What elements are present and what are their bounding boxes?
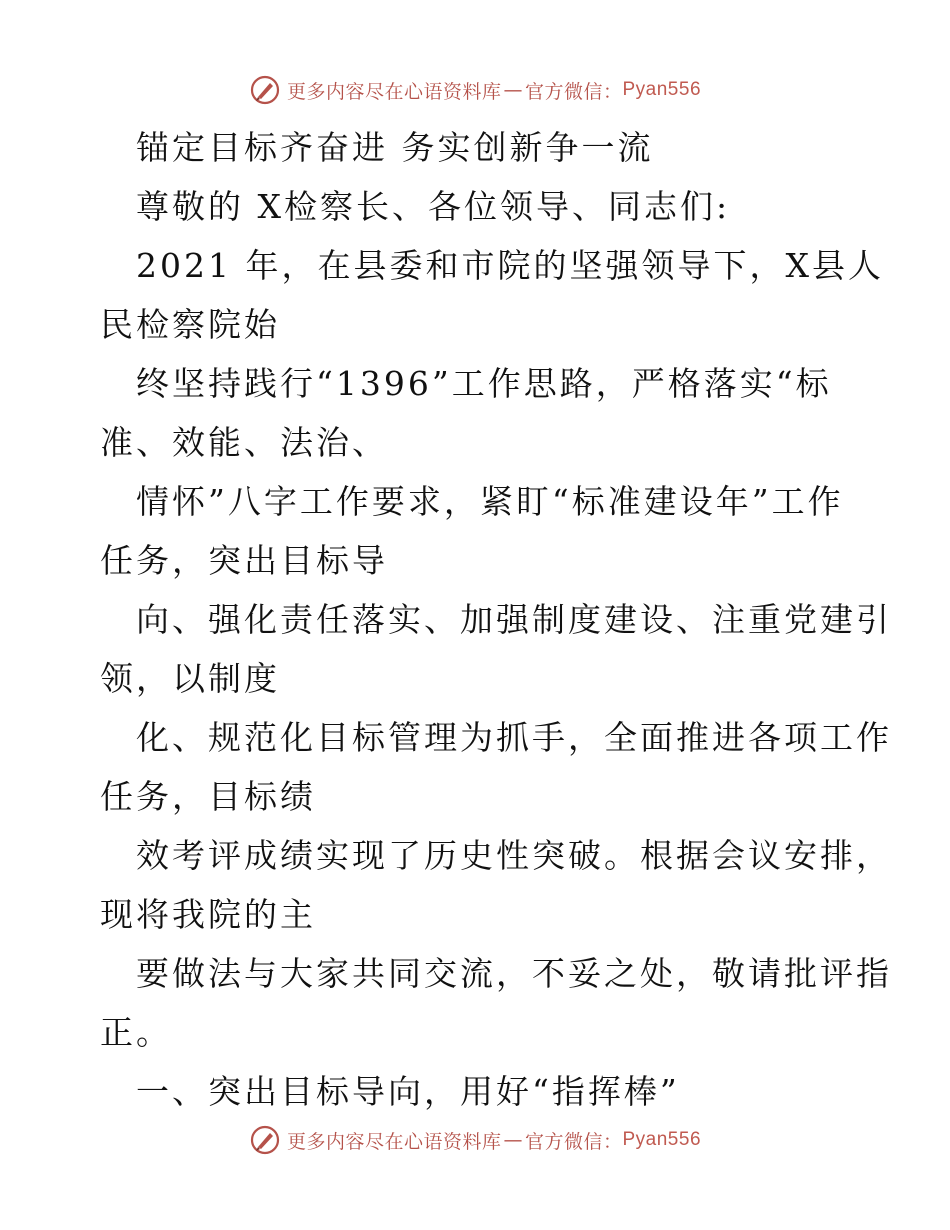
watermark-text: 更多内容尽在心语资料库 <box>286 1130 502 1153</box>
watermark-header <box>0 70 950 110</box>
paragraph-line: 任务，目标绩 <box>100 777 316 816</box>
watermark-id: Pyan556 <box>622 1129 702 1150</box>
section-heading: 一、突出目标导向，用好“指挥棒” <box>136 1072 680 1111</box>
paragraph-line: 要做法与大家共同交流，不妥之处，敬请批评指 <box>136 954 892 993</box>
paragraph-line: 领，以制度 <box>100 659 280 698</box>
paragraph-line: 向、强化责任落实、加强制度建设、注重党建引 <box>136 600 892 639</box>
watermark-footer <box>0 1120 950 1160</box>
watermark-separator: — <box>503 79 523 101</box>
paragraph-line: 情怀”八字工作要求，紧盯“标准建设年”工作 <box>136 482 844 521</box>
paragraph-line: 民检察院始 <box>100 305 280 344</box>
watermark-contact: 官方微信： <box>524 1130 623 1153</box>
paragraph-line: 准、效能、法治、 <box>100 423 388 462</box>
paragraph-line: 2021 年，在县委和市院的坚强领导下，X县人 <box>136 246 884 285</box>
paragraph-line: 任务，突出目标导 <box>100 541 388 580</box>
salutation: 尊敬的 X检察长、各位领导、同志们: <box>136 187 731 226</box>
watermark-contact: 官方微信： <box>524 80 623 103</box>
paragraph-line: 正。 <box>100 1013 172 1052</box>
paragraph-line: 现将我院的主 <box>100 895 316 934</box>
document-title: 锚定目标齐奋进 务实创新争一流 <box>136 128 654 167</box>
paragraph-line: 化、规范化目标管理为抓手，全面推进各项工作 <box>136 718 892 757</box>
paragraph-line: 终坚持践行“1396”工作思路，严格落实“标 <box>136 364 832 403</box>
pen-logo-icon <box>249 1124 281 1156</box>
pen-logo-icon <box>249 74 281 106</box>
paragraph-line: 效考评成绩实现了历史性突破。根据会议安排， <box>136 836 892 875</box>
document-body <box>100 118 892 1121</box>
watermark-separator: — <box>503 1129 523 1151</box>
watermark-id: Pyan556 <box>622 79 702 100</box>
watermark-text: 更多内容尽在心语资料库 <box>286 80 502 103</box>
